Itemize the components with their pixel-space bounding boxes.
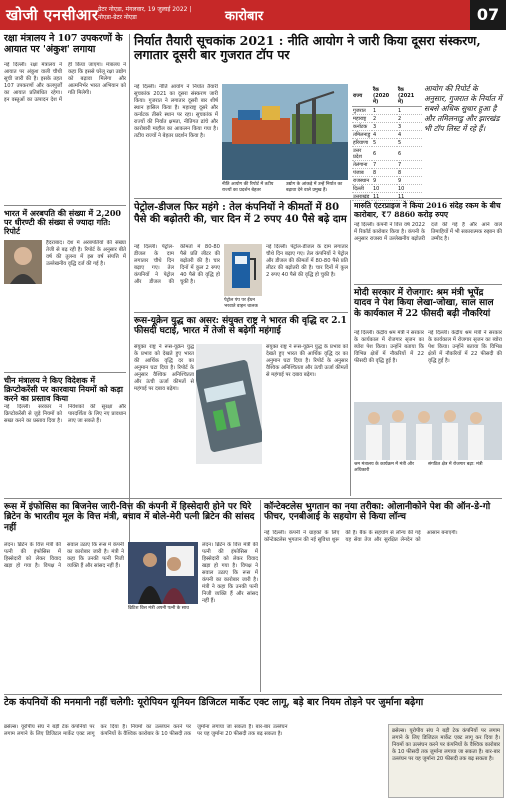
pull-quote bbox=[424, 84, 502, 188]
russia-body: संयुक्त राष्ट्र ने रूस-यूक्रेन युद्ध के प्रभाव को देखते हुए भारत की आर्थिक वृद्धि दर का अनुमान घटा दिया है। रिपोर्ट के अनुसार वैश्विक अनिश्चितता और ऊंची ऊर्जा कीमतों से महंगाई पर दबाव बढ़ेगा। bbox=[134, 344, 194, 392]
section-title: कारोबार bbox=[225, 9, 264, 24]
tech-body: ब्रसेल्स। यूरोपीय संघ ने बड़ी टेक कंपनियों पर लगाम लगाने के लिए डिजिटल मार्केट एक्ट लागू कर दिया है। नियमों का उल्लंघन करने पर कंपनियों के वैश्विक कारोबार के 10 फीसदी तक जुर्माना लगाया जा सकता है। बार-बार उल्लंघन पर यह जुर्माना 20 फीसदी तक बढ़ सकता है। bbox=[4, 724, 288, 737]
table-row: गुजरात 1 1 bbox=[352, 107, 422, 115]
infosys-headline: रूस में इंफोसिस का बिजनेस जारी-वित्त की कंपनी में हिस्सेदारी होने पर घिरे ब्रिटेन के भारतीय मूल के वित्त मंत्री, बचाव में बोले-मेरी पत्नी ब्रिटेन की सांसद नहीं bbox=[4, 502, 255, 533]
china-headline: चीन मंत्रालय ने किए विदेशक में क्रिप्टोकरेंसी पर कारवाया नियमों को कड़ा करने का प्रस्ताव किया bbox=[4, 375, 123, 404]
portrait-photo bbox=[4, 240, 42, 284]
lead-headline: निर्यात तैयारी सूचकांक 2021 : नीति आयोग ने जारी किया दूसरा संस्करण, लगातार दूसरी बार गुजरात टॉप पर bbox=[134, 33, 481, 63]
modi-caption-2: संगठित क्षेत्र में रोजगार बढ़ा: मंत्री bbox=[428, 462, 483, 467]
table-row: महाराष्ट्र 2 2 bbox=[352, 115, 422, 123]
table-row: हरियाणा 5 5 bbox=[352, 139, 422, 147]
lead-body: नई दिल्ली। नीति आयोग ने निर्यात तैयारी सूचकांक 2021 का दूसरा संस्करण जारी किया। गुजरात ने लगातार दूसरी बार शीर्ष स्थान हासिल किया है। महाराष्ट्र दूसरे और कर्नाटक तीसरे स्थान पर रहा। सूचकांक में राज्यों की निर्यात क्षमता, नीतिगत ढांचे और कारोबारी माहौल का आकलन किया गया है। तटीय राज्यों ने बेहतर प्रदर्शन किया है। bbox=[134, 84, 218, 139]
russia-body-2: संयुक्त राष्ट्र ने रूस-यूक्रेन युद्ध के प्रभाव को देखते हुए भारत की आर्थिक वृद्धि दर का अनुमान घटा दिया है। रिपोर्ट के अनुसार वैश्विक अनिश्चितता और ऊंची ऊर्जा कीमतों से महंगाई पर दबाव बढ़ेगा। bbox=[266, 344, 348, 378]
table-row: कर्नाटक 3 3 bbox=[352, 123, 422, 131]
infosys-body-2: लंदन। ब्रिटेन के वित्त मंत्री की पत्नी की इंफोसिस में हिस्सेदारी को लेकर विवाद खड़ा हो गया है। विपक्ष ने सवाल उठाए कि रूस में कंपनी का कारोबार जारी है। मंत्री ने कहा कि उनकी पत्नी निजी व्यक्ति हैं और सांसद नहीं हैं। bbox=[202, 542, 258, 604]
maruti-body: नई दिल्ली। कंपनी ने वित्त वर्ष 2022 में रिकॉर्ड कारोबार किया है। कंपनी के अनुसार राजस्व में उल्लेखनीय बढ़ोतरी दर्ज की गई है और आने वाले तिमाहियों में भी सकारात्मक रुझान की उम्मीद है। bbox=[354, 222, 502, 242]
tech-headline: टेक कंपनियों की मनमानी नहीं चलेगी: यूरोपियन यूनियन डिजिटल मार्केट एक्ट लागू, बड़े बार नियम तोड़ने पर जुर्माना बढ़ेगा bbox=[4, 697, 424, 708]
newspaper-logo: खोजी एनसीआर bbox=[6, 6, 99, 24]
raksha-body: नई दिल्ली। रक्षा मंत्रालय ने आयात पर अंकुश वाली चौथी सूची जारी की है। इसके तहत 107 उपकरणों और कलपुर्जों का आयात प्रतिबंधित रहेगा। इन वस्तुओं का उत्पादन देश में ही किया जाएगा। मंत्रालय ने कहा कि इससे घरेलू रक्षा उद्योग को बढ़ावा मिलेगा और आत्मनिर्भर भारत अभियान को गति मिलेगी। bbox=[4, 62, 126, 103]
ranking-header: रैंक (2020 में) bbox=[372, 86, 397, 107]
modi-body-2: नई दिल्ली। केंद्रीय श्रम मंत्री ने सरकार के कार्यकाल में रोजगार सृजन का ब्योरा पेश किया। उन्होंने बताया कि विभिन्न क्षेत्रों में नौकरियों में 22 फीसदी की वृद्धि हुई है। bbox=[428, 330, 502, 364]
pull-quote-text: आयोग की रिपोर्ट के अनुसार, गुजरात के निर्यात में सबसे अधिक सुधार हुआ है और तमिलनाडु और झारखंड भी टॉप लिस्ट में रहे हैं। bbox=[424, 84, 502, 133]
ranking-header: राज्य bbox=[352, 86, 372, 107]
russia-headline: रूस-यूक्रेन युद्ध का असर: संयुक्त राष्ट्र ने भारत की वृद्धि दर 2.1 फीसदी घटाई, भारत में तेजी से बढ़ेगी महंगाई bbox=[134, 316, 347, 337]
minister-couple-photo bbox=[128, 542, 198, 604]
lead-photo bbox=[222, 84, 348, 180]
infosys-body: लंदन। ब्रिटेन के वित्त मंत्री की पत्नी की इंफोसिस में हिस्सेदारी को लेकर विवाद खड़ा हो गया है। विपक्ष ने सवाल उठाए कि रूस में कंपनी का कारोबार जारी है। मंत्री ने कहा कि उनकी पत्नी निजी व्यक्ति हैं और सांसद नहीं हैं। bbox=[4, 542, 124, 569]
lead-caption: नीति आयोग की रिपोर्ट में तटीय राज्यों का प्रदर्शन बेहतर bbox=[222, 182, 274, 193]
maruti-headline: मारुति एंटरप्राइज ने किया 2016 संदेह रकम के बीच कारोबार, ₹7 8860 करोड़ रुपए bbox=[354, 201, 501, 219]
contactless-body: नई दिल्ली। कंपनी ने ग्राहकों के लिए कॉन्टेक्टलेस भुगतान की नई सुविधा शुरू की है। बैंक के सहयोग से लॉन्च की गई यह सेवा तेज और सुरक्षित लेनदेन को आसान बनाएगी। bbox=[264, 530, 458, 543]
state-ranking-table bbox=[352, 86, 422, 201]
petrol-caption: पेट्रोल पंप पर ईंधन भरवाते वाहन चालक bbox=[224, 298, 258, 309]
table-row: तमिलनाडु 4 4 bbox=[352, 131, 422, 139]
table-row: राजस्थान 9 9 bbox=[352, 177, 422, 185]
masthead bbox=[0, 0, 506, 30]
contactless-headline: कॉन्टेक्टलेस भुगतान का नया तरीका: ओलानीकोने पेश की ऑन-डे-गो फीचर, एनबीआई के सहयोग से किया लॉन्च bbox=[264, 502, 491, 523]
dateline: ग्रेटर नोएडा, मंगलवार, 19 जुलाई 2022 | नोएडा-ग्रेटर नोएडा bbox=[98, 6, 192, 21]
petrol-photo bbox=[224, 244, 262, 296]
lead-caption-2: उद्योग के आंकड़े में उन्हें निर्यात का बढ़ावा देने वाले प्रमुख हैं। bbox=[286, 182, 343, 193]
tech-infobox bbox=[388, 724, 504, 798]
ranking-header: रैंक (2021 में) bbox=[397, 86, 422, 107]
table-row: उत्तराखंड 11 11 bbox=[352, 193, 422, 201]
page-number: 07 bbox=[470, 0, 506, 30]
economy-photo bbox=[196, 344, 262, 464]
petrol-body-2: नई दिल्ली। पेट्रोल-डीजल के दाम लगातार चौथे दिन बढ़ाए गए। तेल कंपनियों ने पेट्रोल और डीजल की कीमतों में 80-80 पैसे प्रति लीटर की बढ़ोतरी की है। चार दिनों में कुल 2 रुपए 40 पैसे की वृद्धि हो चुकी है। bbox=[266, 244, 348, 278]
table-row: उत्तर प्रदेश 6 6 bbox=[352, 147, 422, 161]
petrol-headline: पेट्रोल-डीजल फिर महंगे : तेल कंपनियों ने कीमतों में 80 पैसे की बढ़ोतरी की, चार दिन में 2 रुपए 40 पैसे बढ़े दाम bbox=[134, 202, 347, 225]
china-body: नई दिल्ली। सरकार ने क्रिप्टोकरेंसी से जुड़े नियमों को सख्त करने का प्रस्ताव दिया है। निवेशकों की सुरक्षा और पारदर्शिता के लिए नए प्रावधान लाए जा सकते हैं। bbox=[4, 404, 126, 424]
petrol-body: नई दिल्ली। पेट्रोल-डीजल के दाम लगातार चौथे दिन बढ़ाए गए। तेल कंपनियों ने पेट्रोल और डीजल की कीमतों में 80-80 पैसे प्रति लीटर की बढ़ोतरी की है। चार दिनों में कुल 2 रुपए 40 पैसे की वृद्धि हो चुकी है। bbox=[134, 244, 220, 285]
bank-body: हैदराबाद। देश में अरबपतियों की संख्या तेजी से बढ़ रही है। रिपोर्ट के अनुसार बीते वर्ष की तुलना में इस वर्ष संपत्ति में उल्लेखनीय वृद्धि दर्ज की गई है। bbox=[46, 240, 126, 267]
modi-headline: मोदी सरकार में रोजगार: श्रम मंत्री भूपेंद्र यादव ने पेश किया लेखा-जोखा, साल साल के कार्यकाल में 22 फीसदी बढ़ी नौकरियां bbox=[354, 288, 494, 319]
modi-caption: श्रम मंत्रालय के कार्यक्रम में मंत्री और अधिकारी bbox=[354, 462, 414, 473]
table-row: तेलंगाना 7 7 bbox=[352, 161, 422, 169]
infosys-caption: ब्रिटिश वित्त मंत्री अपनी पत्नी के साथ bbox=[128, 606, 189, 611]
table-row: दिल्ली 10 10 bbox=[352, 185, 422, 193]
tech-infobox-text: ब्रसेल्स। यूरोपीय संघ ने बड़ी टेक कंपनियों पर लगाम लगाने के लिए डिजिटल मार्केट एक्ट लागू कर दिया है। नियमों का उल्लंघन करने पर कंपनियों के वैश्विक कारोबार के 10 फीसदी तक जुर्माना लगाया जा सकता है। बार-बार उल्लंघन पर यह जुर्माना 20 फीसदी तक बढ़ सकता है। bbox=[392, 728, 500, 762]
bank-headline: भारत में अरबपति की संख्या में 2,200 पर धीरण्टी की संख्या से ज्यादा गति: रिपोर्ट bbox=[4, 208, 122, 237]
modi-body: नई दिल्ली। केंद्रीय श्रम मंत्री ने सरकार के कार्यकाल में रोजगार सृजन का ब्योरा पेश किया। उन्होंने बताया कि विभिन्न क्षेत्रों में नौकरियों में 22 फीसदी की वृद्धि हुई है। bbox=[354, 330, 424, 364]
minister-photo bbox=[354, 402, 502, 460]
raksha-headline: रक्षा मंत्रालय ने 107 उपकरणों के आयात पर 'अंकुश' लगाया bbox=[4, 33, 123, 55]
table-row: पंजाब 8 8 bbox=[352, 169, 422, 177]
